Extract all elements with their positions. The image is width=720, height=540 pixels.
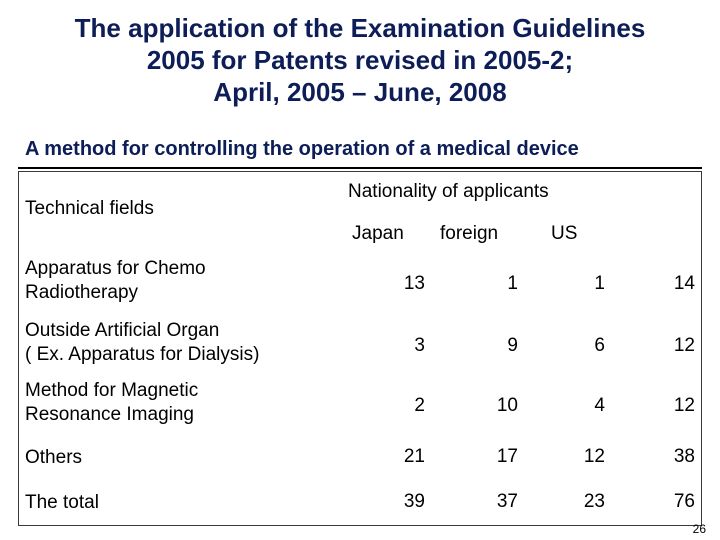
title-line-3: April, 2005 – June, 2008 bbox=[213, 77, 507, 107]
col-header-japan: Japan bbox=[352, 223, 404, 244]
row-label-others bbox=[25, 446, 82, 470]
cell-us: 1 bbox=[594, 273, 605, 294]
cell-us: 4 bbox=[594, 395, 605, 416]
slide-title bbox=[0, 12, 720, 108]
header-technical-fields: Technical fields bbox=[25, 198, 154, 219]
cell-japan: 21 bbox=[403, 446, 425, 467]
row-label-line-1: Others bbox=[25, 447, 83, 468]
cell-total: 12 bbox=[673, 335, 695, 356]
row-label-chemo bbox=[25, 257, 206, 305]
title-line-1: The application of the Examination Guidelines bbox=[74, 13, 646, 43]
row-label-line-2: Resonance Imaging bbox=[25, 404, 194, 425]
cell-us: 6 bbox=[594, 335, 605, 356]
title-line-2: 2005 for Patents revised in 2005-2; bbox=[146, 45, 574, 75]
row-label-line-1: Outside Artificial Organ bbox=[25, 320, 220, 341]
cell-foreign: 37 bbox=[496, 491, 518, 512]
row-label-line-2: Radiotherapy bbox=[25, 282, 139, 303]
row-label-line-1: Apparatus for Chemo bbox=[25, 258, 206, 279]
cell-us: 12 bbox=[583, 446, 605, 467]
cell-japan: 13 bbox=[403, 273, 425, 294]
cell-total: 76 bbox=[673, 491, 695, 512]
row-label-line-1: The total bbox=[25, 492, 99, 513]
col-header-foreign: foreign bbox=[440, 223, 499, 244]
row-label-line-2: ( Ex. Apparatus for Dialysis) bbox=[25, 344, 260, 365]
row-label-total bbox=[25, 491, 99, 515]
cell-total: 14 bbox=[673, 273, 695, 294]
cell-total: 12 bbox=[673, 395, 695, 416]
cell-foreign: 10 bbox=[496, 395, 518, 416]
cell-foreign: 9 bbox=[507, 335, 518, 356]
page-number: 26 bbox=[692, 522, 706, 536]
row-label-artificial-organ bbox=[25, 319, 259, 367]
header-nationality: Nationality of applicants bbox=[348, 181, 549, 202]
cell-foreign: 17 bbox=[496, 446, 518, 467]
cell-japan: 3 bbox=[414, 335, 425, 356]
cell-foreign: 1 bbox=[507, 273, 518, 294]
cell-japan: 2 bbox=[414, 395, 425, 416]
top-divider bbox=[18, 167, 702, 169]
col-header-us: US bbox=[551, 223, 578, 244]
slide-subtitle: A method for controlling the operation of a medical device bbox=[25, 138, 579, 160]
row-label-line-1: Method for Magnetic bbox=[25, 380, 199, 401]
row-label-mri bbox=[25, 379, 198, 427]
cell-japan: 39 bbox=[403, 491, 425, 512]
cell-us: 23 bbox=[583, 491, 605, 512]
cell-total: 38 bbox=[673, 446, 695, 467]
